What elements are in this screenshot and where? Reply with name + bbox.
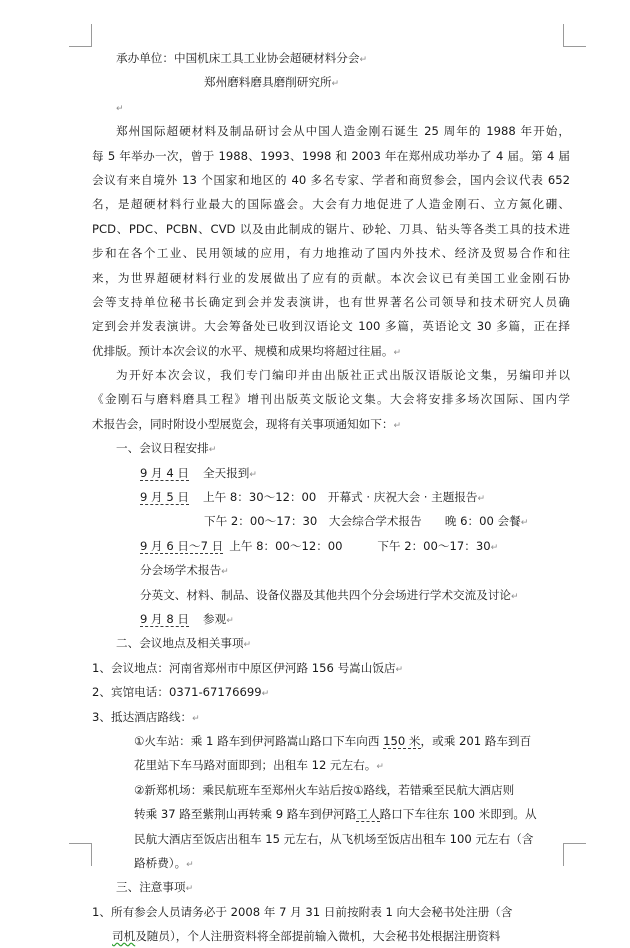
paragraph-line: 为开好本次会议，我们专门编印并由出版社正式出版汉语版论文集，另编印并以: [116, 368, 570, 383]
paragraph-line: 会议有来自境外 13 个国家和地区的 40 多名专家、学者和商贸参会，国内会议代表 652: [92, 172, 570, 187]
paragraph-line: 名，是超硬材料行业最大的国际盛会。大会有力地促进了人造金刚石、立方氮化硼、: [92, 197, 570, 212]
crop-mark-top-left: [69, 24, 92, 47]
paragraph-line: 《金刚石与磨料磨具工程》增刊出版英文版论文集。大会将安排多场次国际、国内学: [92, 392, 570, 407]
organizer-line-2: 郑州磨料磨具磨削研究所↵: [204, 75, 340, 90]
schedule-day-2-pm: 下午 2：00～17：30 大会综合学术报告 晚 6：00 会餐↵: [204, 514, 529, 529]
schedule-day-1: 9 月 4 日 全天报到↵: [140, 465, 257, 480]
hotel-phone-line: 2、宾馆电话：0371-67176699↵: [92, 685, 270, 700]
paragraph-line: 步和在各个工业、民用领域的应用，有力地推动了国内外技术、经济及贸易合作和往: [92, 246, 570, 261]
paragraph-line: 每 5 年举办一次，曾于 1988、1993、1998 和 2003 年在郑州成功举办了 4 届。第 4 届: [92, 148, 570, 163]
schedule-day-3-sub2: 分英文、材料、制品、设备仪器及其他共四个分会场进行学术交流及讨论↵: [140, 587, 519, 602]
paragraph-line: 会等支持单位秘书长确定到会并发表演讲，也有世界著名公司领导和技术研究人员确: [92, 294, 570, 309]
intro-paragraph: [92, 119, 570, 363]
date-9-4: 9 月 4 日: [140, 465, 189, 480]
schedule-day-3: 9 月 6 日～7 日 上午 8：00～12：00 下午 2：00～17：30↵: [140, 538, 499, 553]
phone-number: 0371-67176699: [168, 685, 262, 700]
schedule-day-3-sub1: 分会场学术报告↵: [140, 563, 229, 578]
paragraph-line: 来，为世界超硬材料行业的发展做出了应有的贡献。本次会议已有美国工业金刚石协: [92, 270, 570, 285]
blank-line: ↵: [116, 103, 124, 114]
notice-paragraph: [92, 363, 570, 436]
route-train-line-1: ①火车站：乘 1 路车到伊河路嵩山路口下车向西 150 米，或乘 201 路车到百: [134, 733, 532, 748]
route-airport-line-3: 民航大酒店至饭店出租车 15 元左右，从飞机场至饭店出租车 100 元左右（含: [134, 831, 534, 846]
paragraph-line-last: 术报告会，同时附设小型展览会，现将有关事项通知如下：↵: [92, 416, 401, 431]
section-2-heading: 二、会议地点及相关事项↵: [116, 636, 252, 651]
schedule-day-4: 9 月 8 日 参观↵: [140, 611, 234, 626]
venue-line: 1、会议地点：河南省郑州市中原区伊河路 156 号嵩山饭店↵: [92, 660, 404, 675]
paragraph-line: PCD、PDC、PCBN、CVD 以及由此制成的锯片、砂轮、刀具、钻头等各类工具的技术进: [92, 221, 570, 236]
notice-item-1-line-2: 司机及随员），个人注册资料将全部提前输入微机，大会秘书处根据注册资料: [112, 929, 501, 944]
section-1-heading: 一、会议日程安排↵: [116, 441, 217, 456]
notice-item-1-line-1: 1、所有参会人员请务必于 2008 年 7 月 31 日前按附表 1 向大会秘书处注册（含: [92, 904, 513, 919]
route-airport-line-1: ②新郑机场：乘民航班车至郑州火车站后按①路线，若错乘至民航大酒店则: [134, 782, 515, 797]
route-train-line-2: 花里站下车马路对面即到；出租车 12 元左右。↵: [134, 758, 384, 773]
organizer-line-1: 承办单位：中国机床工具工业协会超硬材料分会↵: [116, 51, 368, 65]
date-9-6-7: 9 月 6 日～7 日: [140, 538, 224, 553]
section-3-heading: 三、注意事项↵: [116, 880, 194, 895]
crop-mark-bottom-left: [69, 843, 92, 866]
route-heading: 3、抵达酒店路线：↵: [92, 709, 200, 724]
paragraph-line: 定到会并发表演讲。大会筹备处已收到汉语论文 100 多篇，英语论文 30 多篇，正在择: [92, 319, 570, 334]
crop-mark-top-right: [563, 24, 586, 47]
paragraph-line: 郑州国际超硬材料及制品研讨会从中国人造金刚石诞生 25 周年的 1988 年开始，: [116, 124, 570, 139]
schedule-day-2-am: 9 月 5 日 上午 8：30～12：00 开幕式 · 庆祝大会 · 主题报告↵: [140, 490, 486, 505]
route-airport-line-2: 转乘 37 路至紫荆山再转乘 9 路车到伊河路工人路口下车往东 100 米即到。从: [134, 807, 537, 822]
route-airport-line-4: 路桥费）。↵: [134, 855, 194, 870]
paragraph-line-last: 优排版。预计本次会议的水平、规模和成果均将超过往届。↵: [92, 343, 401, 358]
document-body[interactable]: [92, 46, 570, 948]
date-9-5: 9 月 5 日: [140, 490, 189, 505]
date-9-8: 9 月 8 日: [140, 611, 189, 626]
